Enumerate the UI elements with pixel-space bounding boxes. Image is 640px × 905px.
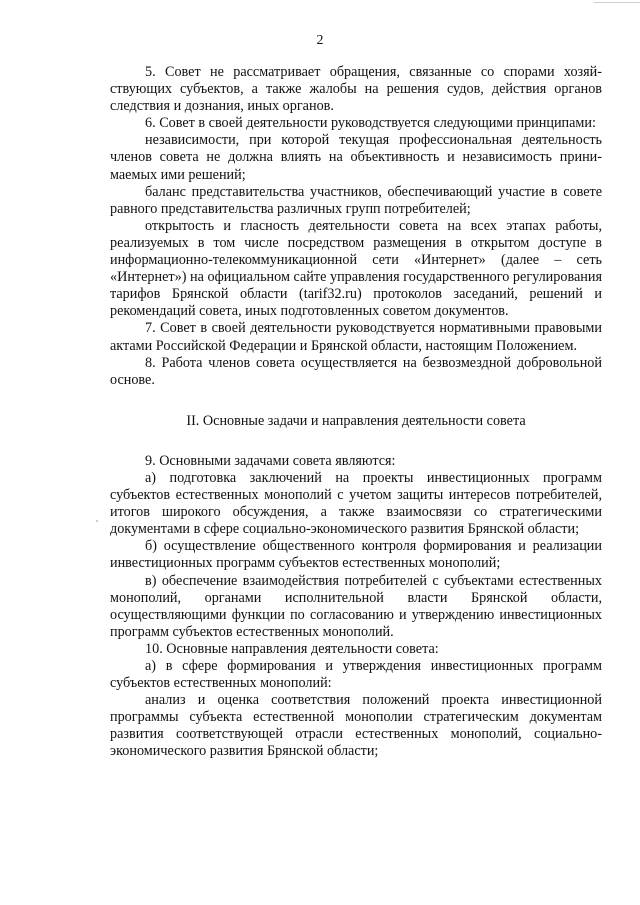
paragraph-5: 5. Совет не рассматривает обращения, связанные со спорами хозяйствующих субъектов, а также жалобы на решения судов, действия органов следствия и дознания, иных органов.: [110, 64, 602, 115]
paragraph-8: 8. Работа членов совета осуществляется на безвозмездной добровольной основе.: [110, 354, 602, 388]
principle-balance: баланс представительства участников, обеспечивающий участие в совете равного представительства различных групп потребителей;: [110, 183, 602, 217]
page-number: 2: [316, 33, 324, 48]
scan-edge-mark: [594, 2, 640, 3]
task-b: б) осуществление общественного контроля формирования и реализации инвестиционных программ субъектов естественных монополий;: [110, 538, 602, 572]
task-c: в) обеспечение взаимодействия потребителей с субъектами естественных монополий, органами исполнительной власти Брянской области, осуществляющими функции по согласованию и утверждению инвестиционных программ субъектов естественных монополий.: [110, 572, 602, 640]
body-text: [110, 64, 602, 761]
direction-a: а) в сфере формирования и утверждения инвестиционных программ субъектов естественных монополий:: [110, 658, 602, 692]
paragraph-10: 10. Основные направления деятельности совета:: [145, 640, 439, 657]
direction-a-analysis: анализ и оценка соответствия положений проекта инвестиционной программы субъекта естественной монополии стратегическим документам развития соответствующей отрасли естественных монополий, социально-экономического развития Брянской области;: [110, 692, 602, 760]
paragraph-9: 9. Основными задачами совета являются:: [145, 452, 396, 469]
principle-independence: независимости, при которой текущая профессиональная деятельность членов совета не должна влиять на объективность и независимость принимаемых ими решений;: [110, 132, 602, 183]
principle-openness: открытость и гласность деятельности совета на всех этапах работы, реализуемых в том числе посредством размещения в открытом доступе в информационно-телекоммуникационной сети «Интернет» (далее – сеть «Интернет») на официальном сайте управления государственного регулирования тарифов Брянской области (tarif32.ru) протоколов заседаний, решений и рекомендаций совета, иных подготовленных советом документов.: [110, 217, 602, 320]
task-a: а) подготовка заключений на проекты инвестиционных программ субъектов естественных монополий с учетом защиты интересов потребителей, итогов широкого обсуждения, а также взаимосвязи со стратегическими документами в сфере социально-экономического развития Брянской области;: [110, 469, 602, 538]
paragraph-7: 7. Совет в своей деятельности руководствуется нормативными правовыми актами Российской Федерации и Брянской области, настоящим Положением.: [110, 320, 602, 354]
scan-dot: [96, 520, 98, 522]
section-heading: II. Основные задачи и направления деятельности совета: [186, 412, 526, 429]
paragraph-6: 6. Совет в своей деятельности руководствуется следующими принципами:: [145, 115, 596, 132]
